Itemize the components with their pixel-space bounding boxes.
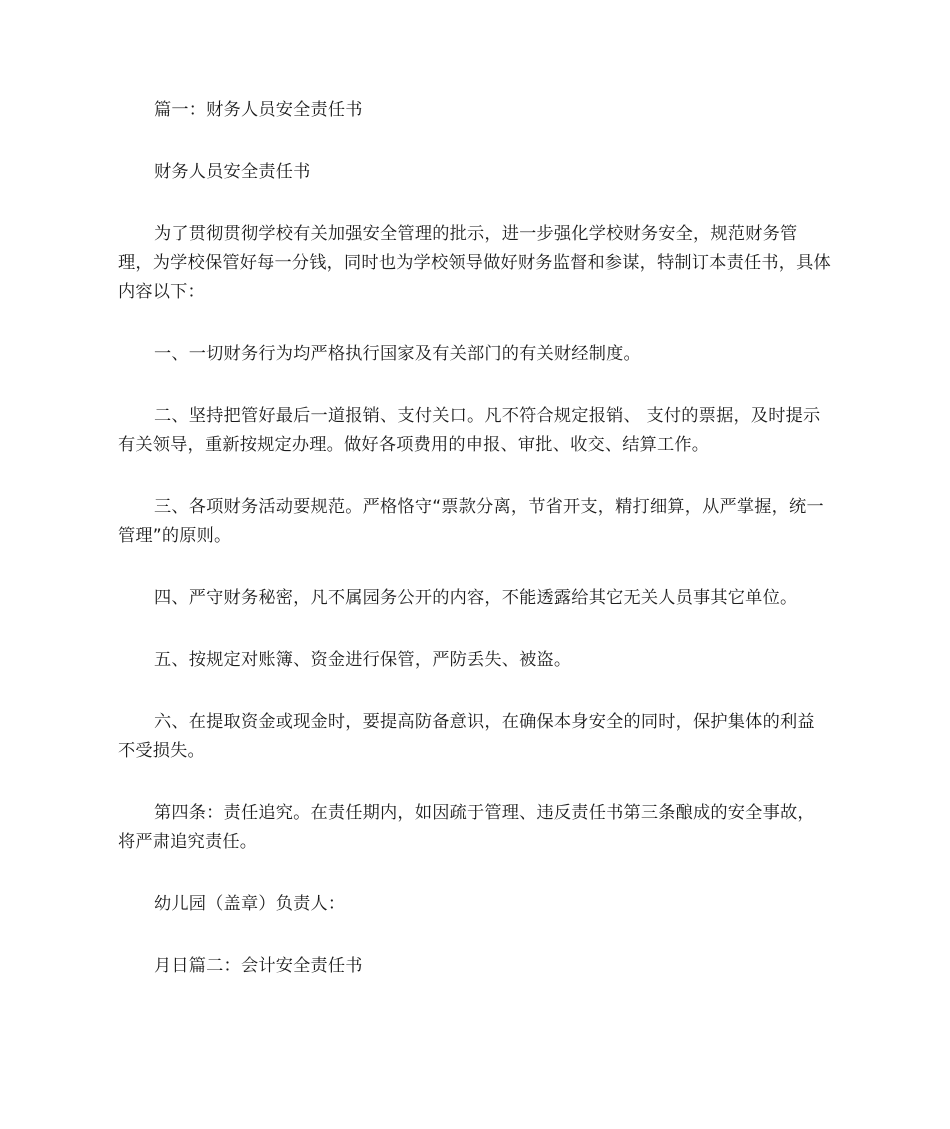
clause-1: 一、一切财务行为均严格执行国家及有关部门的有关财经制度。	[154, 344, 641, 364]
clause-3: 三、各项财务活动要规范。严格恪守“票款分离，节省开支，精打细算，从严掌握，统一管理”的原则。	[118, 497, 824, 546]
clause-4: 四、严守财务秘密，凡不属园务公开的内容，不能透露给其它无关人员事其它单位。	[154, 588, 798, 608]
section-title-1: 篇一：财务人员安全责任书	[154, 100, 363, 120]
date-and-section-title-2: 月日篇二：会计安全责任书	[154, 956, 363, 976]
clause-6: 六、在提取资金或现金时，要提高防备意识，在确保本身安全的同时，保护集体的利益不受损失。	[118, 712, 815, 761]
clause-5: 五、按规定对账簿、资金进行保管，严防丢失、被盗。	[154, 650, 572, 670]
accountability-clause: 第四条：责任追究。在责任期内，如因疏于管理、违反责任书第三条酿成的安全事故，将严肃追究责任。	[118, 803, 815, 852]
document-heading: 财务人员安全责任书	[154, 162, 311, 182]
intro-paragraph: 为了贯彻贯彻学校有关加强安全管理的批示，进一步强化学校财务安全，规范财务管理，为学校保管好每一分钱，同时也为学校领导做好财务监督和参谋，特制订本责任书，具体内容以下：	[118, 224, 831, 302]
clause-2: 二、坚持把管好最后一道报销、支付关口。凡不符合规定报销、 支付的票据，及时提示有关领导，重新按规定办理。做好各项费用的申报、审批、收交、结算工作。	[118, 406, 821, 455]
signature-line: 幼儿园（盖章）负责人：	[154, 894, 346, 914]
